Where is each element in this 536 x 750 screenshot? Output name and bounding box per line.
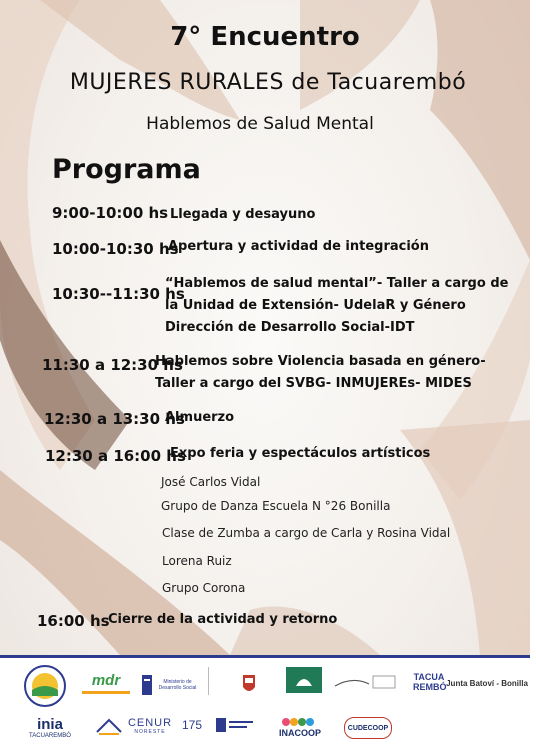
performer-item: Grupo de Danza Escuela N °26 Bonilla	[161, 499, 391, 513]
agency-mark-logo	[92, 711, 126, 741]
intendencia-seal-logo	[22, 663, 68, 709]
event-tagline: Hablemos de Salud Mental	[146, 114, 374, 134]
closing-time: 16:00 hs	[37, 612, 110, 630]
program-activity: Expo feria y espectáculos artísticos	[170, 446, 431, 461]
sponsor-footer	[0, 655, 530, 750]
ministry-crest-logo	[226, 665, 272, 705]
program-activity: Apertura y actividad de integración	[168, 239, 429, 254]
program-time: 12:30 a 13:30 hs	[44, 410, 185, 428]
cenur-logo	[128, 711, 172, 741]
program-time: 9:00-10:00 hs	[52, 204, 169, 222]
performer-item: Clase de Zumba a cargo de Carla y Rosina Vidal	[162, 526, 451, 540]
green-institution-logo	[286, 667, 322, 693]
inacoop-logo-text: INACOOP	[278, 728, 321, 738]
tacuarembo-logo	[412, 667, 446, 697]
cudecoop-logo	[344, 717, 392, 739]
en-marcha-logo	[330, 667, 400, 697]
performer-item: Grupo Corona	[162, 581, 246, 595]
program-time: 11:30 a 12:30 hs	[42, 356, 183, 374]
program-activity: Hablemos sobre Violencia basada en género- Taller a cargo del SVBG- INMUJEREs- MIDES	[155, 354, 486, 391]
inia-logo	[26, 707, 74, 747]
event-title: 7° Encuentro	[170, 22, 360, 52]
event-subtitle: MUJERES RURALES de Tacuarembó	[69, 70, 467, 95]
footer-band	[0, 655, 530, 658]
program-time: 10:30--11:30 hs	[52, 285, 185, 303]
cenur-logo-text: CENUR	[127, 717, 173, 729]
mides-logo	[138, 665, 202, 705]
performer-item: José Carlos Vidal	[161, 475, 261, 489]
anniversary-logo-text: 175	[181, 718, 203, 732]
cudecoop-logo-text: CUDECOOP	[347, 724, 389, 732]
program-heading: Programa	[52, 154, 201, 185]
inia-logo-text: inia	[37, 715, 63, 733]
inacoop-logo	[276, 709, 324, 745]
mdr-logo-text: mdr	[91, 672, 121, 689]
closing-activity: Cierre de la actividad y retorno	[108, 612, 338, 627]
performer-item: Lorena Ruiz	[162, 554, 232, 568]
inia-logo-subtext: TACUAREMBÓ	[29, 732, 71, 739]
program-time: 12:30 a 16:00 hs	[45, 447, 186, 465]
program-activity: Almuerzo	[165, 410, 235, 425]
junta-batovi-logo	[446, 675, 528, 691]
logo-divider	[208, 667, 219, 695]
junta-batovi-text: Junta Batoví - Bonilla	[446, 678, 528, 688]
program-activity: Llegada y desayuno	[170, 207, 316, 222]
mdr-logo	[80, 665, 132, 701]
cenur-logo-subtext: NORESTE	[134, 729, 166, 735]
udelar-logo	[212, 711, 258, 739]
tacuarembo-logo-text: TACUA REMBÓ	[413, 672, 447, 692]
mides-logo-text: Ministerio de Desarrollo Social	[158, 679, 197, 691]
program-activity: “Hablemos de salud mental”- Taller a cargo de la Unidad de Extensión- UdelaR y Género Dirección de Desarrollo Social-IDT	[165, 276, 509, 335]
anniversary-logo	[180, 711, 204, 739]
program-time: 10:00-10:30 hs	[52, 240, 179, 258]
